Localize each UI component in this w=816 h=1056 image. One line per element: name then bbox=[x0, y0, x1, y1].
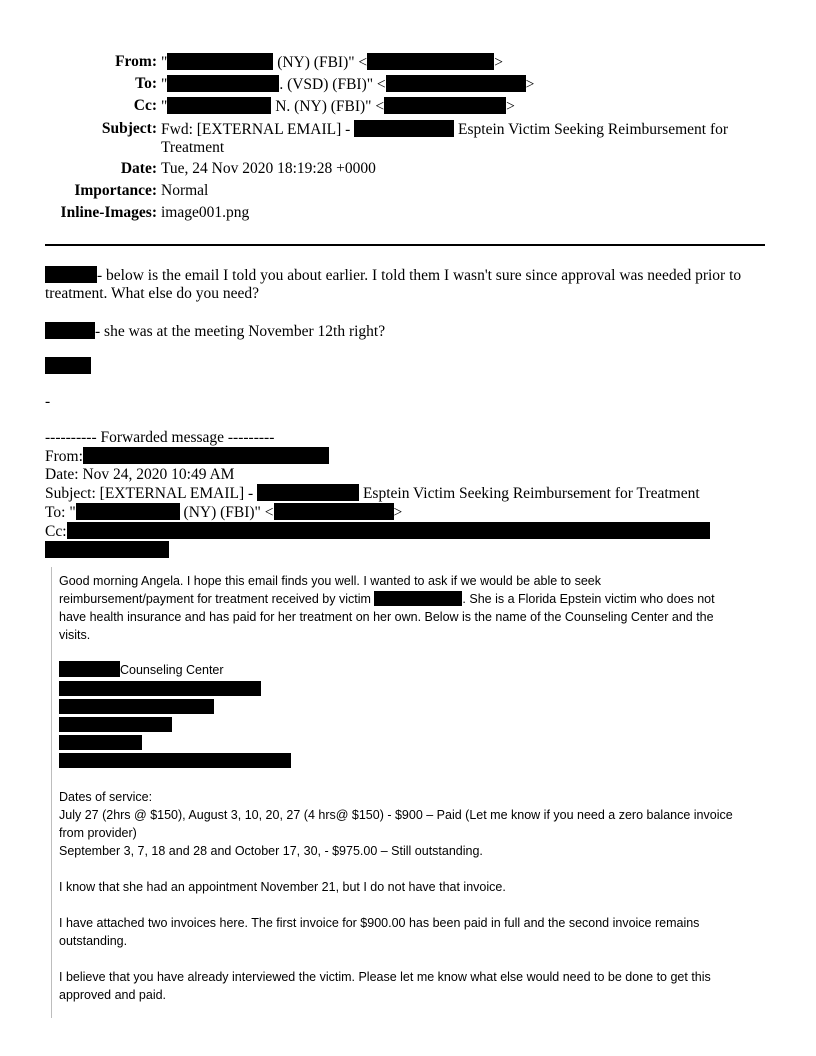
redaction-box bbox=[59, 681, 261, 696]
quoted-paragraph-3: I know that she had an appointment November 21, but I do not have that invoice. bbox=[59, 880, 506, 894]
forwarded-to-prefix: To: " bbox=[45, 504, 76, 521]
cc-org: N. (NY) (FBI)" < bbox=[271, 98, 385, 115]
redaction-box bbox=[354, 120, 454, 137]
quoted-line: outstanding. bbox=[59, 934, 128, 948]
quoted-line: I believe that you have already interviewed the victim. Please let me know what else would need to be done to get this bbox=[59, 970, 711, 984]
counseling-center-name: Counseling Center bbox=[120, 663, 224, 677]
inline-images-label: Inline-Images: bbox=[60, 204, 157, 221]
forwarded-cc-row bbox=[45, 522, 775, 541]
redaction-box bbox=[374, 591, 462, 606]
forwarded-from-row bbox=[45, 447, 775, 466]
forwarded-from-label: From: bbox=[45, 448, 83, 465]
cc-close: > bbox=[506, 98, 515, 115]
quoted-text: reimbursement/payment for treatment received by victim bbox=[59, 592, 375, 606]
redaction-box bbox=[45, 541, 169, 558]
body-paragraph-2 bbox=[45, 322, 385, 341]
to-label: To: bbox=[135, 75, 157, 92]
cc-label: Cc: bbox=[133, 97, 157, 114]
forwarded-date: Date: Nov 24, 2020 10:49 AM bbox=[45, 466, 235, 483]
body-line: - below is the email I told you about earlier. I told them I wasn't sure since approval was needed prior to bbox=[97, 267, 742, 284]
to-org: . (VSD) (FBI)" < bbox=[279, 76, 386, 93]
redaction-box bbox=[45, 357, 91, 374]
forwarded-to-close: > bbox=[393, 504, 403, 521]
forwarded-to-row bbox=[45, 503, 775, 522]
dates-header: Dates of service: bbox=[59, 790, 153, 804]
body-paragraph-1 bbox=[45, 266, 775, 303]
header-date-row bbox=[0, 160, 771, 178]
counseling-center-name-row bbox=[59, 661, 224, 679]
redaction-box bbox=[76, 503, 180, 520]
header-divider bbox=[45, 244, 765, 246]
forwarded-to-org: (NY) (FBI)" < bbox=[179, 504, 274, 521]
header-subject-row bbox=[0, 120, 771, 157]
from-quote: " bbox=[161, 54, 168, 71]
importance-label: Importance: bbox=[74, 182, 157, 199]
forwarded-subject-prefix: Subject: [EXTERNAL EMAIL] - bbox=[45, 485, 258, 502]
redaction-box bbox=[59, 753, 291, 768]
from-label: From: bbox=[115, 53, 157, 70]
quoted-line: approved and paid. bbox=[59, 988, 167, 1002]
header-from-row bbox=[0, 53, 771, 72]
date-value: Tue, 24 Nov 2020 18:19:28 +0000 bbox=[161, 160, 376, 177]
cc-quote: " bbox=[161, 98, 168, 115]
quoted-message bbox=[59, 572, 779, 644]
dates-line: July 27 (2hrs @ $150), August 3, 10, 20, 27 (4 hrs@ $150) - $900 – Paid (Let me know if you need a zero balance invoice bbox=[59, 808, 733, 822]
redaction-box bbox=[167, 75, 279, 92]
quoted-line: I have attached two invoices here. The first invoice for $900.00 has been paid in full and the second invoice remains bbox=[59, 916, 700, 930]
subject-label: Subject: bbox=[101, 120, 157, 137]
body-line: - she was at the meeting November 12th right? bbox=[95, 323, 386, 340]
forwarded-subject-row bbox=[45, 484, 775, 503]
subject-text: Esptein Victim Seeking Reimbursement for bbox=[454, 121, 729, 138]
counseling-center-block bbox=[59, 661, 224, 679]
forwarded-header bbox=[45, 429, 775, 560]
header-importance-row bbox=[0, 182, 771, 200]
quoted-paragraph-5 bbox=[59, 968, 779, 1004]
quoted-line bbox=[59, 590, 779, 608]
redaction-box bbox=[59, 699, 214, 714]
redaction-box bbox=[167, 97, 271, 114]
from-org: (NY) (FBI)" < bbox=[273, 54, 368, 71]
body-line: treatment. What else do you need? bbox=[45, 285, 260, 302]
forwarded-cc-label: Cc: bbox=[45, 523, 67, 540]
redaction-box bbox=[167, 53, 273, 70]
importance-value: Normal bbox=[161, 182, 209, 199]
quoted-paragraph-1 bbox=[59, 572, 779, 644]
redaction-box bbox=[386, 75, 526, 92]
forwarded-subject-text: Esptein Victim Seeking Reimbursement for Treatment bbox=[359, 485, 700, 502]
from-close: > bbox=[494, 54, 503, 71]
dates-line: September 3, 7, 18 and 28 and October 17, 30, - $975.00 – Still outstanding. bbox=[59, 844, 483, 858]
header-inline-images-row bbox=[0, 204, 771, 222]
quoted-text: . She is a Florida Epstein victim who does not bbox=[462, 592, 715, 606]
date-label: Date: bbox=[120, 160, 157, 177]
to-quote: " bbox=[161, 76, 168, 93]
redaction-box bbox=[59, 735, 142, 750]
redaction-box bbox=[274, 503, 394, 520]
redaction-box bbox=[59, 717, 172, 732]
quote-bar bbox=[51, 567, 52, 1018]
quoted-line: visits. bbox=[59, 628, 91, 642]
redaction-box bbox=[59, 661, 120, 677]
redaction-box bbox=[67, 522, 710, 539]
quoted-line: have health insurance and has paid for her treatment on her own. Below is the name of the Counseling Center and the bbox=[59, 610, 714, 624]
redaction-box bbox=[367, 53, 494, 70]
subject-prefix: Fwd: [EXTERNAL EMAIL] - bbox=[161, 121, 355, 138]
quoted-line: Good morning Angela. I hope this email finds you well. I wanted to ask if we would be able to seek bbox=[59, 574, 601, 588]
forwarded-separator: ---------- Forwarded message --------- bbox=[45, 429, 275, 446]
quoted-paragraph-4 bbox=[59, 914, 779, 950]
dates-of-service bbox=[59, 788, 779, 860]
subject-text-line2: Treatment bbox=[161, 139, 225, 156]
header-cc-row bbox=[0, 97, 771, 116]
header-to-row bbox=[0, 75, 771, 94]
dates-line: from provider) bbox=[59, 826, 137, 840]
redaction-box bbox=[83, 447, 329, 464]
redaction-box bbox=[257, 484, 359, 501]
redaction-box bbox=[384, 97, 506, 114]
inline-images-value: image001.png bbox=[161, 204, 250, 221]
redaction-box bbox=[45, 322, 95, 339]
forwarded-cc-row-2 bbox=[45, 541, 775, 560]
body-dash: - bbox=[45, 393, 51, 410]
to-close: > bbox=[525, 76, 535, 93]
redaction-box bbox=[45, 266, 97, 283]
